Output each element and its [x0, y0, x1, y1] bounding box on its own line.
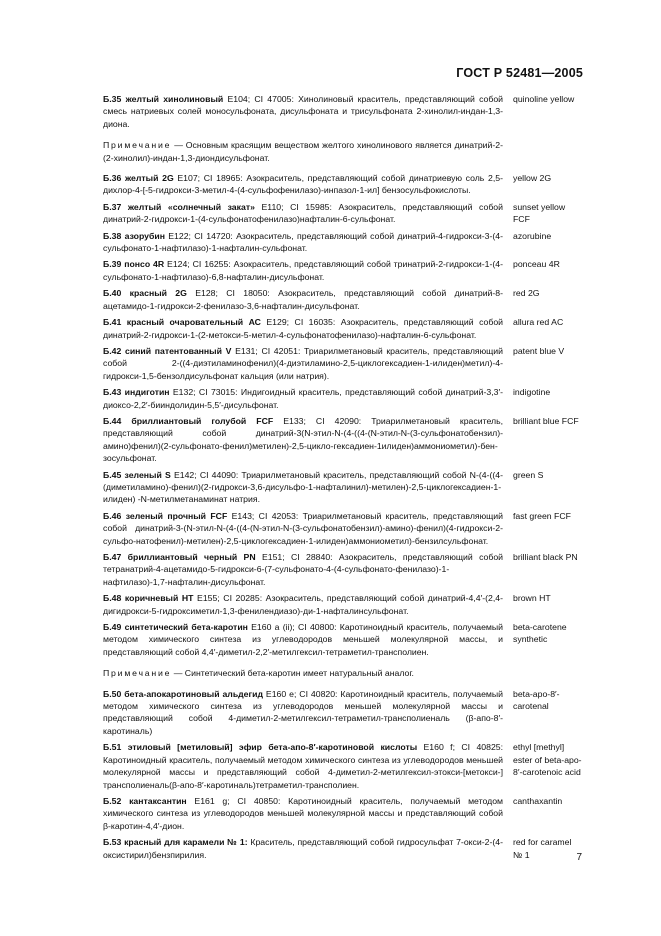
- term-entry: [103, 201, 583, 226]
- term-description: Е160 е; CI 40820: Каротиноидный краситель, получаемый методом химического синтеза из углеводородов меньшей молекулярной массы и представляющий собой 4-диметил-2-метилгексил-тетраметил-трансполиеналь (β-апо-8′-каротиналь): [103, 688, 503, 736]
- term-definition: [103, 201, 503, 226]
- term-name: красный 2G: [129, 288, 187, 299]
- english-equivalent: red 2G: [513, 288, 540, 299]
- term-entry: [103, 551, 583, 588]
- term-description: Е160 f; CI 40825: Каротиноидный краситель, получаемый методом химического синтеза из углеводородов меньшей молекулярной массы и представляющий собой 4-диметил-2-метилгексил-этокси-[метокси-] трансполиеналь(β-апо-8′-каротиналь)тетраметил-трансполиен.: [103, 742, 504, 790]
- term-number: Б.46: [103, 510, 122, 521]
- term-name: бриллиантовый черный PN: [127, 552, 256, 562]
- term-description: Е160 а (ii); CI 40800: Каротиноидный краситель, получаемый методом химического синтеза из углеводородов меньшей молекулярной массы, и представляющий собой 4,4′-диметил-2,2′-метилгексил-тетраметил-трансполиен.: [103, 622, 503, 657]
- english-equivalent: patent blue V: [513, 345, 565, 356]
- term-number: Б.53: [103, 837, 122, 848]
- term-number: Б.50: [103, 688, 122, 699]
- term-name: азорубин: [124, 230, 165, 241]
- term-description: Е161 g; CI 40850: Каротиноидный краситель, получаемый методом химического синтеза из углеводородов меньшей молекулярной массы и представляющий собой β-каротин-4,4′-дион.: [103, 795, 503, 831]
- term-number: Б.36: [103, 173, 122, 184]
- term-entry: [103, 688, 583, 738]
- english-equivalent: yellow 2G: [513, 173, 552, 184]
- english-equivalent: ethyl [methyl] ester of beta-apo-8′-carotenoic acid: [513, 742, 582, 778]
- term-definition: [103, 230, 503, 255]
- term-entry: [103, 415, 583, 465]
- term-definition: [103, 592, 503, 617]
- page-number: 7: [576, 852, 582, 863]
- term-entry: [103, 230, 583, 255]
- note-paragraph: [103, 667, 503, 679]
- term-name: красный для карамели № 1:: [124, 837, 248, 848]
- english-equivalent: sunset yellow FCF: [513, 201, 566, 225]
- term-definition: [103, 836, 503, 861]
- term-number: Б.45: [103, 469, 122, 480]
- term-description: Е124; CI 16255: Азокраситель, представляющий собой тринатрий-2-гидрокси-1-(4-сульфонато-1-нафтилазо)-6,8-нафталин-дисульфонат.: [103, 259, 503, 282]
- term-number: Б.37: [103, 201, 122, 212]
- term-entry: [103, 172, 583, 197]
- term-definition: [103, 287, 503, 312]
- term-number: Б.35: [103, 94, 122, 104]
- english-equivalent: beta-apo-8′-carotenal: [513, 688, 560, 712]
- term-definition: [103, 93, 503, 130]
- standard-code-header: ГОСТ Р 52481—2005: [456, 66, 583, 80]
- term-name: кантаксантин: [129, 795, 187, 806]
- english-equivalent: brilliant blue FCF: [513, 415, 579, 426]
- term-name: синий патентованный V: [125, 345, 232, 356]
- term-definition: [103, 551, 503, 588]
- term-entry: [103, 93, 583, 130]
- term-entry: [103, 287, 583, 312]
- term-definition: [103, 345, 503, 382]
- english-equivalent: canthaxantin: [513, 795, 563, 806]
- english-equivalent: brilliant black PN: [513, 552, 578, 562]
- term-entry: [103, 258, 583, 283]
- term-number: Б.44: [103, 415, 122, 426]
- term-description: Е131; CI 42051: Триарилметановый краситель, представляющий собой 2-((4-диэтиламинофенил)(4-диэтиламино-2,5-циклогексадиен-1-илиден)метил)-4-гидрокси-1,5-бензолдисульфонат кальция (или натрия).: [103, 345, 503, 381]
- term-number: Б.40: [103, 288, 122, 299]
- term-definition: [103, 741, 503, 791]
- term-number: Б.41: [103, 317, 122, 328]
- term-name: бета-апокаротиновый альдегид: [124, 688, 263, 699]
- term-name: понсо 4R: [124, 259, 165, 270]
- english-equivalent: quinoline yellow: [513, 94, 575, 104]
- term-entry: [103, 741, 583, 791]
- term-description: Е104; CI 47005: Хинолиновый краситель, представляющий собой смесь натриевых солей моносульфоната, дисульфоната и трисульфоната 2-хинолил-индан-1,3-диона.: [103, 94, 504, 129]
- term-name: индиготин: [124, 387, 170, 398]
- note-text: — Основным красящим веществом желтого хинолинового является динатрий-2-(2-хинолил)-индан-1,3-диондисульфонат.: [103, 140, 503, 163]
- term-definition: [103, 415, 503, 465]
- term-name: бриллиантовый голубой FCF: [131, 415, 274, 426]
- term-definition: [103, 510, 503, 547]
- term-number: Б.52: [103, 795, 122, 806]
- term-name: зеленый прочный FCF: [125, 510, 228, 521]
- term-definition: [103, 469, 503, 506]
- term-description: Е133; CI 42090: Триарилметановый краситель, представляющий собой динатрий-3(N-этил-N-(4-((4-(N-этил-N-(3-сульфонатобензил)-амино)фенил)(2-сульфонато-фенил)метилен)-2,5-цикло-гексадиен-1илиден)аммониометил)-бен-зосульфонат.: [103, 415, 504, 464]
- term-description: Е155; CI 20285: Азокраситель, представляющий собой динатрий-4,4′-(2,4-дигидрокси-5-гидроксиметил-1,3-фенилендиазо)-ди-1-нафталинсульфонат.: [103, 593, 504, 616]
- term-description: Е107; CI 18965: Азокраситель, представляющий собой динатриевую соль 2,5-дихлор-4-[-5-гидрокси-3-метил-4-(4-сульфофенилазо)-инпазол-1-ил] бензосульфокислоты.: [103, 173, 503, 196]
- term-number: Б.42: [103, 345, 122, 356]
- english-equivalent: azorubine: [513, 230, 552, 241]
- english-equivalent: indigotine: [513, 387, 551, 398]
- term-description: Е143; CI 42053: Триарилметановый краситель, представляющий собой динатрий-3-(N-этил-N-(4-((4-(N-этил-N-(3-сульфонатобензил)-амино)-фенил)(4-гидрокси-2-сульфо-натофенил)-метилен)-2,5-циклогексадиен-1-илиден)аммониометил)-бензилсульфонат.: [103, 510, 503, 546]
- note-label: Примечание: [103, 140, 172, 151]
- term-definition: [103, 172, 503, 197]
- glossary-list: [103, 93, 583, 865]
- note-label: Примечание: [103, 668, 172, 679]
- note-text: — Синтетический бета-каротин имеет натуральный аналог.: [171, 668, 414, 679]
- term-number: Б.38: [103, 230, 122, 241]
- english-equivalent: brown HT: [513, 593, 551, 604]
- term-number: Б.39: [103, 259, 122, 270]
- term-name: синтетический бета-каротин: [124, 622, 248, 633]
- term-number: Б.48: [103, 593, 122, 604]
- english-equivalent: allura red AC: [513, 317, 564, 328]
- term-entry: [103, 621, 583, 658]
- term-name: коричневый НТ: [124, 593, 194, 604]
- term-description: Е142; CI 44090: Триарилметановый краситель, представляющий собой N-(4-((4-(диметиламино)-фенил)(2-гидрокси-3,6-дисульфо-1-нафталинил)-метилен)-2,5-циклогексадиен-1-илиден) -N-метилметанаминат натрия.: [103, 469, 503, 505]
- term-definition: [103, 621, 503, 658]
- term-number: Б.51: [103, 742, 122, 753]
- term-description: Е128; CI 18050: Азокраситель, представляющий собой динатрий-8-ацетамидо-1-гидрокси-2-фенилазо-3,6-нафталин-дисульфонат.: [103, 288, 504, 311]
- term-entry: [103, 386, 583, 411]
- term-number: Б.49: [103, 622, 122, 633]
- term-definition: [103, 386, 503, 411]
- english-equivalent: beta-carotene synthetic: [513, 622, 567, 645]
- term-description: Е129; CI 16035: Азокраситель, представляющий собой динатрий-2-гидрокси-1-(2-метокси-5-метил-4-сульфонатофенилазо)-нафталин-6-сульфонат.: [103, 317, 503, 340]
- term-definition: [103, 688, 503, 738]
- term-number: Б.43: [103, 387, 122, 398]
- term-name: зеленый S: [124, 469, 171, 480]
- term-name: желтый 2G: [125, 173, 174, 184]
- term-name: красный очаровательный АС: [126, 317, 261, 328]
- term-definition: [103, 795, 503, 832]
- term-entry: [103, 510, 583, 547]
- note-paragraph: [103, 139, 503, 164]
- term-entry: [103, 345, 583, 382]
- term-definition: [103, 258, 503, 283]
- english-equivalent: fast green FCF: [513, 510, 571, 521]
- term-definition: [103, 316, 503, 341]
- term-entry: [103, 592, 583, 617]
- english-equivalent: ponceau 4R: [513, 259, 560, 270]
- term-entry: [103, 836, 583, 861]
- term-entry: [103, 469, 583, 506]
- term-description: Краситель, представляющий собой гидросульфат 7-окси-2-(4-оксистирил)бензпирилия.: [103, 837, 503, 860]
- term-name: желтый хинолиновый: [125, 94, 224, 104]
- term-name: желтый «солнечный закат»: [127, 201, 255, 212]
- term-entry: [103, 795, 583, 832]
- english-equivalent: red for caramel № 1: [513, 837, 572, 860]
- term-name: этиловый [метиловый] эфир бета-апо-8′-каротиновой кислоты: [127, 742, 418, 753]
- term-description: Е132; CI 73015: Индигоидный краситель, представляющий собой динатрий-3,3′-диоксо-2,2′-бииндолидин-5,5′-дисульфонат.: [103, 387, 503, 410]
- term-number: Б.47: [103, 552, 122, 562]
- term-description: Е110; CI 15985: Азокраситель, представляющий собой динатрий-2-гидрокси-1-(4-сульфонатофенилазо)нафталин-6-сульфонат.: [103, 201, 503, 225]
- term-description: Е122; CI 14720: Азокраситель, представляющий собой динатрий-4-гидрокси-3-(4-сульфонато-1-нафтилазо)-1-нафталин-сульфонат.: [103, 230, 503, 254]
- english-equivalent: green S: [513, 469, 544, 480]
- term-description: Е151; CI 28840: Азокраситель, представляющий собой тетранатрий-4-ацетамидо-5-гидрокси-6-(7-сульфонато-4-(4-сульфонато-фенилазо)-1-нафтилазо)-1,7-нафталин-дисульфонат.: [103, 552, 503, 587]
- term-entry: [103, 316, 583, 341]
